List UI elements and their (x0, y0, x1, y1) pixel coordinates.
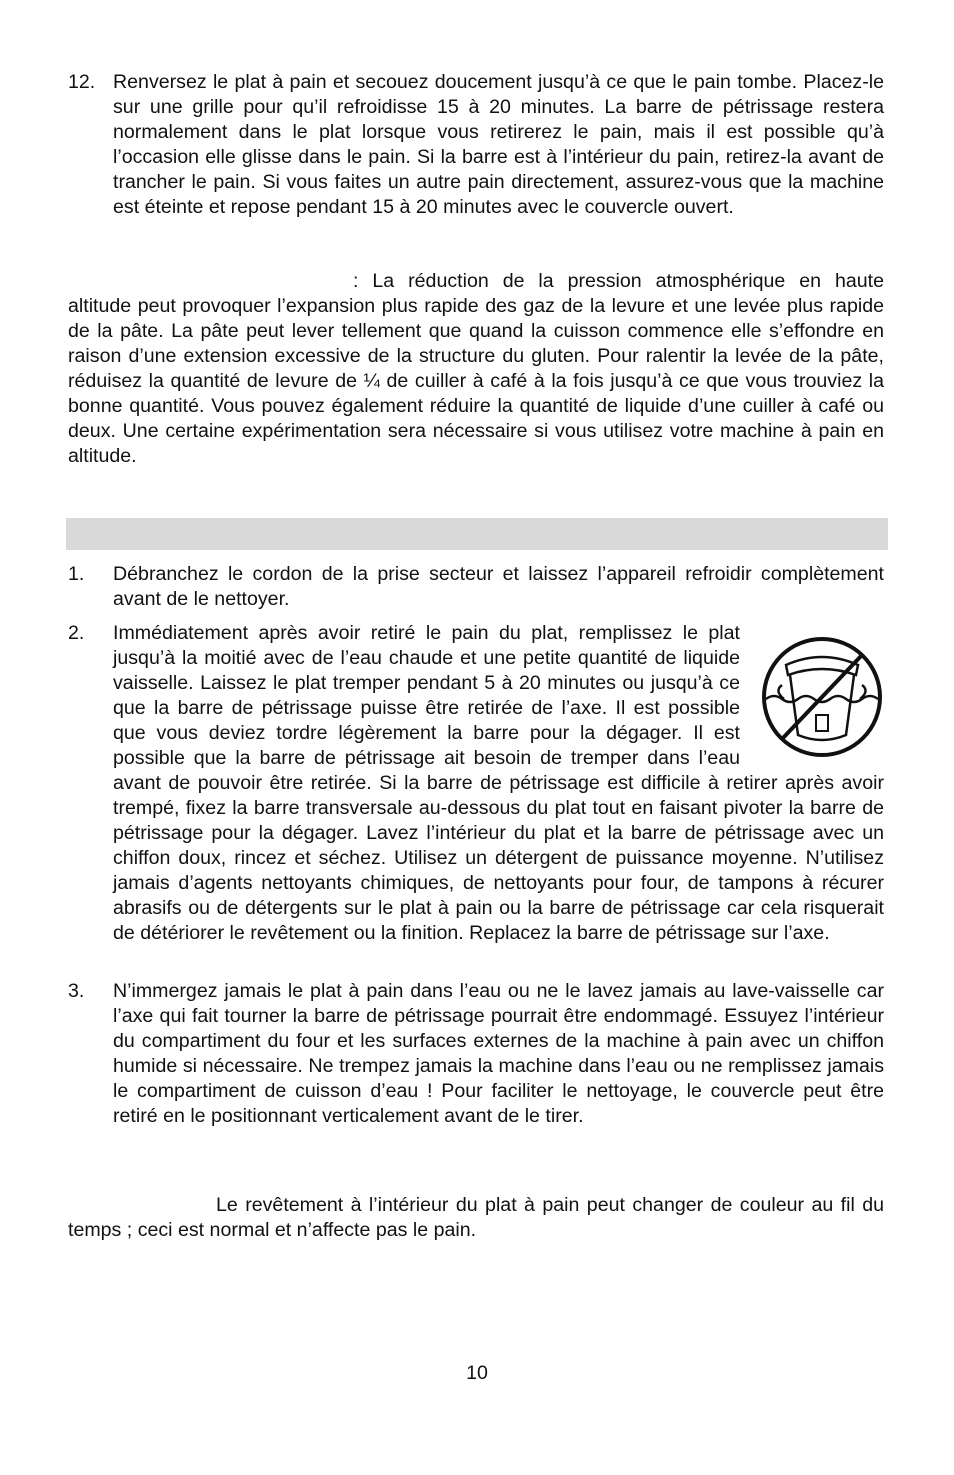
cleaning-step-3 (68, 979, 884, 1129)
step-text: Débranchez le cordon de la prise secteur et laissez l’appareil refroidir complètement avant de le nettoyer. (113, 563, 884, 610)
step-text-container (113, 621, 884, 946)
section-header-band (66, 518, 888, 550)
step-number: 1. (68, 563, 85, 585)
step-number: 2. (68, 622, 85, 644)
coating-note: Le revêtement à l’intérieur du plat à pain peut changer de couleur au fil du temps ; ceci est normal et n’affecte pas le pain. (68, 1194, 884, 1241)
step-text: N’immergez jamais le plat à pain dans l’eau ou ne le lavez jamais au lave-vaisselle car l’axe qui fait tourner la barre de pétrissage pourrait être endommagé. Essuyez l’intérieur du compartiment du four et les surfaces externes de la machine à pain avec un chiffon humide si nécessaire. Ne trempez jamais la machine dans l’eau ou ne remplissez jamais le compartiment de cuisson d’eau ! Pour faciliter le nettoyage, le couvercle peut être retiré en le positionnant verticalement avant de le tirer. (113, 980, 884, 1127)
cleaning-step-1 (68, 562, 884, 612)
step-text: Immédiatement après avoir retiré le pain du plat, remplissez le plat jusqu’à la moitié avec de l’eau chaude et une petite quantité de liquide vaisselle. Laissez le plat tremper pendant 5 à 20 minutes ou jusqu’à ce que la barre de pétrissage puisse être retirée de l’axe. Il est possible que vous deviez tordre légèrement la barre pour la dégager. Il est possible que la barre de pétrissage ait besoin de tremper dans l’eau avant de pouvoir être retirée. Si la barre de pétrissage est difficile à retirer après avoir trempé, fixez la barre transversale au-dessous du plat tout en faisant pivoter la barre de pétrissage pour la dégager. Lavez l’intérieur du plat et la barre de pétrissage avec un chiffon doux, rincez et séchez. Utilisez un détergent de puissance moyenne. N’utilisez jamais d’agents nettoyants chimiques, de nettoyants pour four, de tampons à récurer abrasifs ou de détergents sur le plat à pain ou la barre de pétrissage car cela risquerait de détériorer le revêtement ou la finition. Replacez la barre de pétrissage sur l’axe. (113, 622, 884, 944)
cleaning-step-2 (68, 621, 884, 946)
no-water-immersion-icon (760, 635, 884, 759)
step-number: 3. (68, 980, 85, 1002)
step-number: 12. (68, 71, 96, 93)
page-number: 10 (466, 1362, 488, 1384)
step-12 (68, 70, 884, 220)
step-text: Renversez le plat à pain et secouez doucement jusqu’à ce que le pain tombe. Placez-le sur une grille pour qu’il refroidisse 15 à 20 minutes. La barre de pétrissage restera normalement dans le plat lorsque vous retirerez le pain, mais il est possible qu’à l’occasion elle glisse dans le pain. Si la barre est à l’intérieur du pain, retirez-la avant de trancher le pain. Si vous faites un autre pain directement, assurez-vous que la machine est éteinte et repose pendant 15 à 20 minutes avec le couvercle ouvert. (113, 71, 884, 218)
altitude-note: : La réduction de la pression atmosphérique en haute altitude peut provoquer l’expansion plus rapide des gaz de la levure et une levée plus rapide de la pâte. La pâte peut lever tellement que quand la cuisson commence elle s’effondre en raison d’une extension excessive de la structure du gluten. Pour ralentir la levée de la pâte, réduisez la quantité de levure de ¼ de cuiller à café à la fois jusqu’à ce que vous trouviez la bonne quantité. Vous pouvez également réduire la quantité de liquide d’une cuiller à café ou deux. Une certaine expérimentation sera nécessaire si vous utilisez votre machine à pain en altitude. (68, 270, 884, 467)
